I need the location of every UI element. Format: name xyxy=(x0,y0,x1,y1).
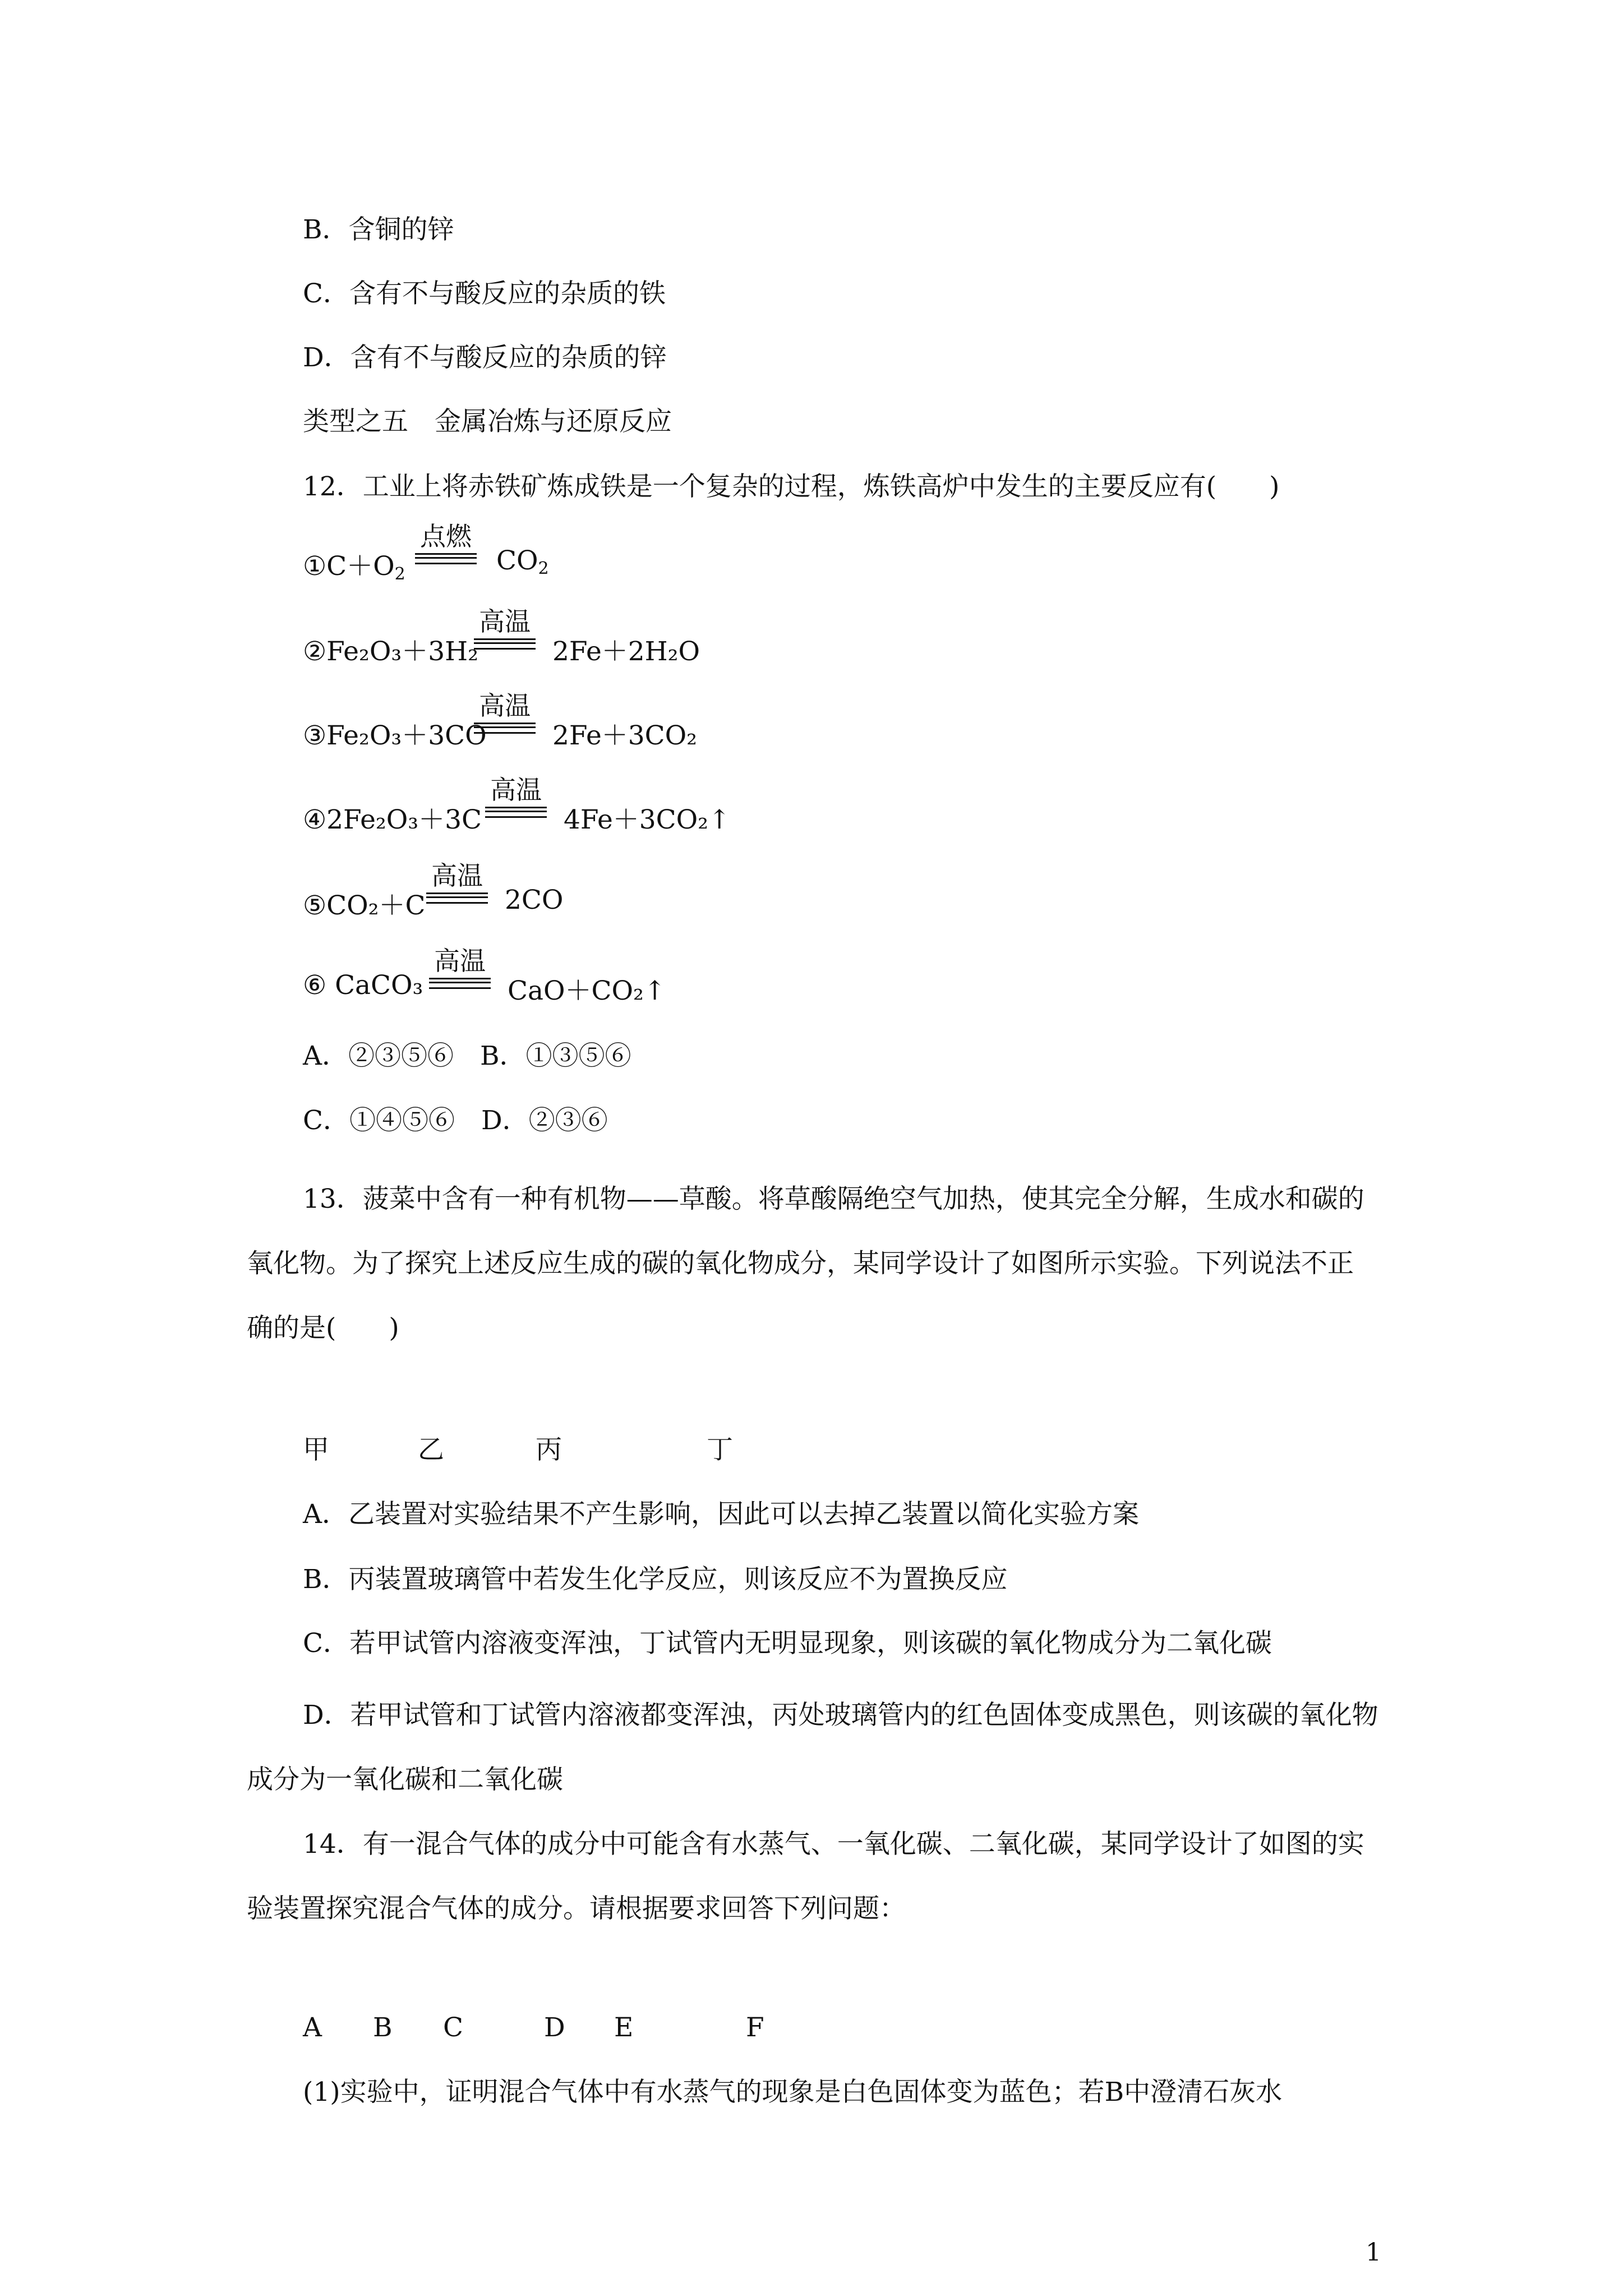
q12-options-ab: A．②③⑤⑥ B．①③⑤⑥ xyxy=(303,1041,631,1071)
q14-part-1: (1)实验中，证明混合气体中有水蒸气的现象是白色固体变为蓝色；若B中澄清石灰水 xyxy=(303,2077,1283,2108)
label-e: E xyxy=(614,2012,634,2043)
label-ding: 丁 xyxy=(707,1434,733,1465)
label-jia: 甲 xyxy=(303,1434,329,1465)
eq1-equals-sign xyxy=(415,553,477,564)
eq6-lhs: ⑥ CaCO₃ xyxy=(303,970,423,1001)
eq5-condition: 高温 xyxy=(431,861,483,891)
eq4-equals-sign xyxy=(485,807,547,818)
label-c: C xyxy=(443,2012,463,2043)
eq1-condition: 点燃 xyxy=(420,521,472,551)
q12-stem: 12．工业上将赤铁矿炼成铁是一个复杂的过程，炼铁高炉中发生的主要反应有( ) xyxy=(303,471,1280,502)
label-a: A xyxy=(303,2012,322,2043)
label-b: B xyxy=(373,2012,393,2043)
label-f: F xyxy=(746,2012,764,2043)
q13-option-d: D．若甲试管和丁试管内溶液都变浑浊，丙处玻璃管内的红色固体变成黑色，则该碳的氧化物成分为一氧化碳和二氧化碳 xyxy=(247,1700,1378,1795)
eq2-equals-sign xyxy=(474,638,536,650)
eq6-rhs: CaO＋CO₂↑ xyxy=(508,976,666,1006)
label-bing: 丙 xyxy=(536,1434,562,1465)
section-heading: 类型之五 金属冶炼与还原反应 xyxy=(303,406,672,437)
eq3-rhs: 2Fe＋3CO₂ xyxy=(552,720,697,751)
q13-option-a: A．乙装置对实验结果不产生影响，因此可以去掉乙装置以简化实验方案 xyxy=(303,1499,1139,1530)
eq5-equals-sign xyxy=(426,892,488,904)
q13-option-c: C．若甲试管内溶液变浑浊，丁试管内无明显现象，则该碳的氧化物成分为二氧化碳 xyxy=(303,1628,1272,1659)
eq3-equals-sign xyxy=(474,723,536,734)
q13-stem: 13．菠菜中含有一种有机物——草酸。将草酸隔绝空气加热，使其完全分解，生成水和碳的氧化物。为了探究上述反应生成的碳的氧化物成分，某同学设计了如图所示实验。下列说法不正确的是( ) xyxy=(247,1184,1364,1343)
eq6-equals-sign xyxy=(429,978,491,989)
eq5-lhs: ⑤CO₂＋C xyxy=(303,890,426,921)
page-number: 1 xyxy=(1366,2238,1381,2267)
eq4-condition: 高温 xyxy=(490,775,542,805)
eq1-lhs-sub: 2 xyxy=(394,564,405,584)
option-c-prev: C．含有不与酸反应的杂质的铁 xyxy=(303,278,666,309)
eq4-lhs: ④2Fe₂O₃＋3C xyxy=(303,804,482,835)
eq1-rhs-sub: 2 xyxy=(538,559,549,578)
eq2-condition: 高温 xyxy=(479,606,531,637)
option-b-prev: B．含铜的锌 xyxy=(303,214,454,245)
label-d: D xyxy=(544,2012,565,2043)
option-d-prev: D．含有不与酸反应的杂质的锌 xyxy=(303,342,667,373)
eq2-lhs: ②Fe₂O₃＋3H₂ xyxy=(303,636,478,667)
eq6-condition: 高温 xyxy=(434,946,486,976)
label-yi: 乙 xyxy=(418,1434,444,1465)
eq2-rhs: 2Fe＋2H₂O xyxy=(552,636,700,667)
eq3-condition: 高温 xyxy=(479,691,531,721)
q14-stem: 14．有一混合气体的成分中可能含有水蒸气、一氧化碳、二氧化碳，某同学设计了如图的实验装置探究混合气体的成分。请根据要求回答下列问题： xyxy=(247,1829,1364,1924)
eq1-rhs: CO xyxy=(496,545,538,576)
eq5-rhs: 2CO xyxy=(505,885,564,915)
eq4-rhs: 4Fe＋3CO₂↑ xyxy=(564,804,731,835)
q13-option-b: B．丙装置玻璃管中若发生化学反应，则该反应不为置换反应 xyxy=(303,1564,1008,1595)
q12-options-cd: C．①④⑤⑥ D．②③⑥ xyxy=(303,1105,608,1136)
eq3-lhs: ③Fe₂O₃＋3CO xyxy=(303,720,487,751)
eq1-lhs: ①C＋O xyxy=(303,551,395,582)
